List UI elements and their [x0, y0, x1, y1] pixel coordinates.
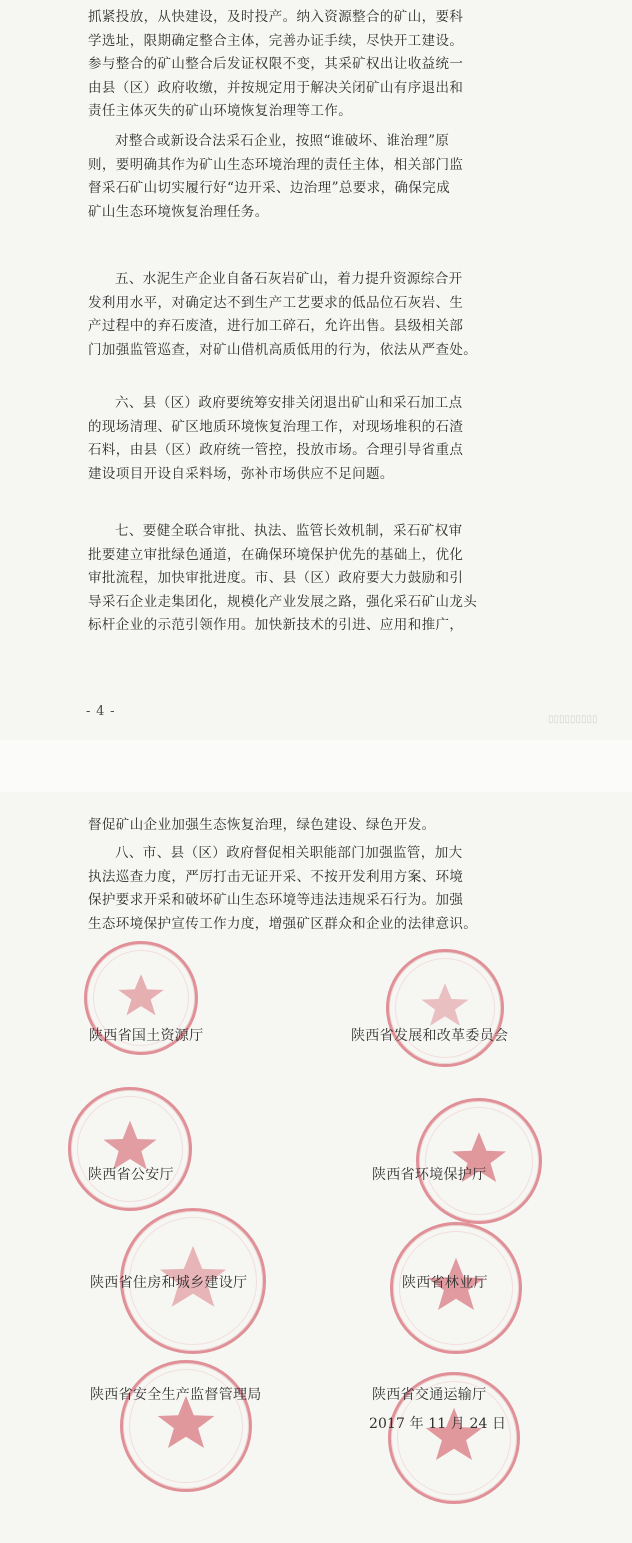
- official-seal-icon: [416, 1098, 542, 1224]
- signature-label: 陕西省公安厅: [88, 1167, 174, 1183]
- text-line: 发利用水平，对确定达不到生产工艺要求的低品位石灰岩、生: [88, 294, 464, 311]
- text-line: 督采石矿山切实履行好“边开采、边治理”总要求，确保完成: [88, 180, 451, 196]
- text-line: 保护要求开采和破坏矿山生态环境等违法违规采石行为。加强: [88, 892, 464, 908]
- signature-label: 陕西省环境保护厅: [372, 1167, 487, 1183]
- text-line: 学选址，限期确定整合主体，完善办证手续，尽快开工建设。: [88, 32, 464, 49]
- seal-svg: [419, 1101, 539, 1221]
- signature-label: 陕西省林业厅: [402, 1275, 488, 1291]
- seal-svg: [71, 1090, 189, 1208]
- text-line: 由县（区）政府收缴，并按规定用于解决关闭矿山有序退出和: [88, 79, 464, 96]
- upper-paragraph-5: [88, 520, 570, 638]
- text-line: 导采石企业走集团化，规模化产业发展之路，强化采石矿山龙头: [88, 593, 478, 610]
- lower-paragraph-2: [88, 842, 570, 936]
- official-seal-icon: [120, 1360, 252, 1492]
- official-seal-icon: [68, 1087, 192, 1211]
- signature-label: 陕西省住房和城乡建设厅: [90, 1275, 248, 1291]
- seal-svg: [389, 952, 501, 1064]
- text-line: 五、水泥生产企业自备石灰岩矿山，着力提升资源综合开: [115, 271, 463, 287]
- text-line: 对整合或新设合法采石企业，按照“谁破坏、谁治理”原: [115, 133, 450, 149]
- text-line: 八、市、县（区）政府督促相关职能部门加强监管，加大: [115, 845, 463, 861]
- text-line: 七、要健全联合审批、执法、监管长效机制，采石矿权审: [115, 523, 463, 539]
- upper-paragraph-1: [88, 6, 570, 124]
- text-line: 建设项目开设自采料场，弥补市场供应不足问题。: [88, 465, 394, 482]
- text-line: 产过程中的弃石废渣，进行加工碎石，允许出售。县级相关部: [88, 318, 464, 334]
- text-line: 执法巡查力度，严厉打击无证开采、不按开发利用方案、环境: [88, 868, 464, 885]
- text-line: 六、县（区）政府要统筹安排关闭退出矿山和采石加工点: [115, 395, 463, 411]
- star-icon: [421, 983, 468, 1026]
- page-number: - 4 -: [86, 704, 116, 719]
- text-line: 批要建立审批绿色通道，在确保环境保护优先的基础上，优化: [88, 546, 464, 563]
- text-line: 参与整合的矿山整合后发证权限不变，其采矿权出让收益统一: [88, 56, 464, 72]
- text-line: 生态环境保护宣传工作力度，增强矿区群众和企业的法律意识。: [88, 915, 478, 932]
- text-line: 的现场清理、矿区地质环境恢复治理工作，对现场堆积的石渣: [88, 418, 464, 435]
- star-icon: [118, 974, 163, 1015]
- watermark-icon: ▯▯▯▯▯▯▯▯▯: [548, 714, 598, 725]
- official-seal-icon: [386, 949, 504, 1067]
- upper-paragraph-4: [88, 392, 570, 486]
- signature-label: 陕西省发展和改革委员会: [351, 1028, 509, 1044]
- star-icon: [103, 1121, 156, 1170]
- text-line: 标杆企业的示范引领作用。加快新技术的引进、应用和推广，: [88, 617, 464, 633]
- text-line: 门加强监管巡查，对矿山借机高质低用的行为，依法从严查处。: [88, 341, 478, 358]
- lower-paragraph-1: [88, 814, 570, 838]
- signature-label: 陕西省安全生产监督管理局: [90, 1387, 262, 1403]
- text-line: 责任主体灭失的矿山环境恢复治理等工作。: [88, 103, 353, 119]
- text-line: 审批流程，加快审批进度。市、县（区）政府要大力鼓励和引: [88, 570, 464, 586]
- issue-date: 2017 年 11 月 24 日: [369, 1416, 507, 1432]
- page-gap: [0, 740, 632, 792]
- text-line: 石料，由县（区）政府统一管控，投放市场。合理引导省重点: [88, 442, 464, 458]
- signature-label: 陕西省交通运输厅: [372, 1387, 487, 1403]
- signature-label: 陕西省国土资源厅: [89, 1028, 204, 1044]
- text-line: 抓紧投放，从快建设，及时投产。纳入资源整合的矿山，要科: [88, 9, 464, 25]
- text-line: 则，要明确其作为矿山生态环境治理的责任主体，相关部门监: [88, 156, 464, 173]
- text-line: 矿山生态环境恢复治理任务。: [88, 203, 269, 220]
- upper-paragraph-3: [88, 268, 570, 362]
- seal-svg: [123, 1363, 249, 1489]
- upper-paragraph-2: [88, 130, 570, 224]
- text-line: 督促矿山企业加强生态恢复治理，绿色建设、绿色开发。: [88, 817, 436, 833]
